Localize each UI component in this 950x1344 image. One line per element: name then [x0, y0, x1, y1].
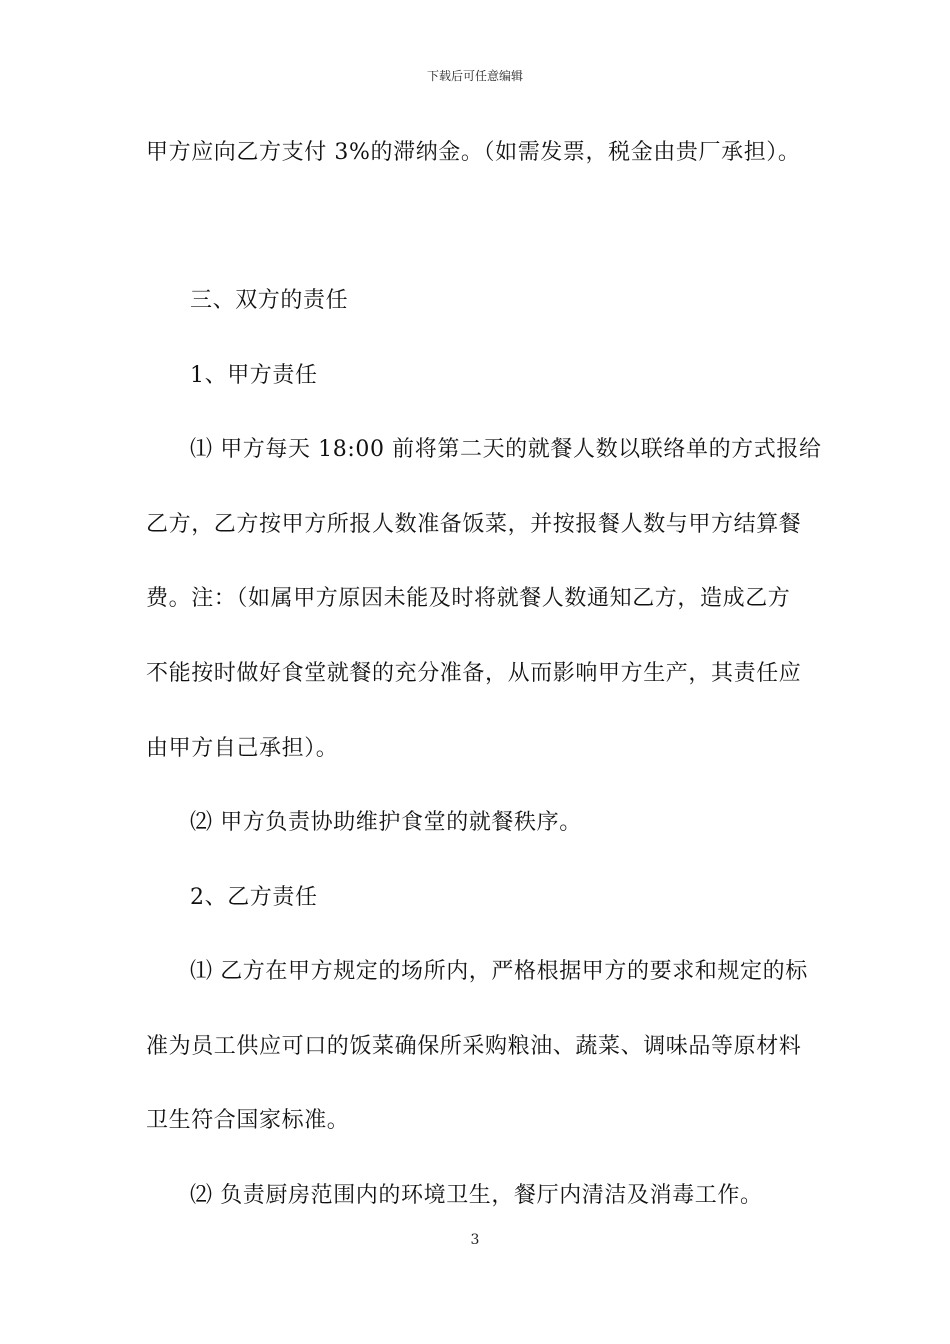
- subsection-heading: 2、乙方责任: [190, 885, 318, 910]
- paragraph-line: 甲方应向乙方支付 3%的滞纳金。（如需发票，税金由贵厂承担）。: [146, 140, 801, 165]
- paragraph-line: 不能按时做好食堂就餐的充分准备，从而影响甲方生产，其责任应: [146, 661, 802, 686]
- page-header: 下载后可任意编辑: [426, 69, 523, 83]
- paragraph-line: 费。注：（如属甲方原因未能及时将就餐人数通知乙方，造成乙方: [146, 586, 791, 611]
- paragraph-line: ⑵ 甲方负责协助维护食堂的就餐秩序。: [190, 810, 582, 835]
- paragraph-line: 准为员工供应可口的饭菜确保所采购粮油、蔬菜、调味品等原材料: [146, 1034, 802, 1059]
- page-number: 3: [470, 1232, 480, 1248]
- subsection-heading: 1、甲方责任: [190, 363, 318, 388]
- paragraph-line: ⑴ 乙方在甲方规定的场所内，严格根据甲方的要求和规定的标: [190, 959, 808, 984]
- paragraph-line: ⑵ 负责厨房范围内的环境卫生，餐厅内清洁及消毒工作。: [190, 1183, 763, 1208]
- paragraph-line: 卫生符合国家标准。: [146, 1108, 350, 1133]
- paragraph-line: 由甲方自己承担）。: [146, 736, 339, 761]
- paragraph-line: ⑴ 甲方每天 18:00 前将第二天的就餐人数以联络单的方式报给: [190, 437, 822, 462]
- section-heading: 三、双方的责任: [190, 288, 349, 313]
- paragraph-line: 乙方，乙方按甲方所报人数准备饭菜，并按报餐人数与甲方结算餐: [146, 512, 802, 537]
